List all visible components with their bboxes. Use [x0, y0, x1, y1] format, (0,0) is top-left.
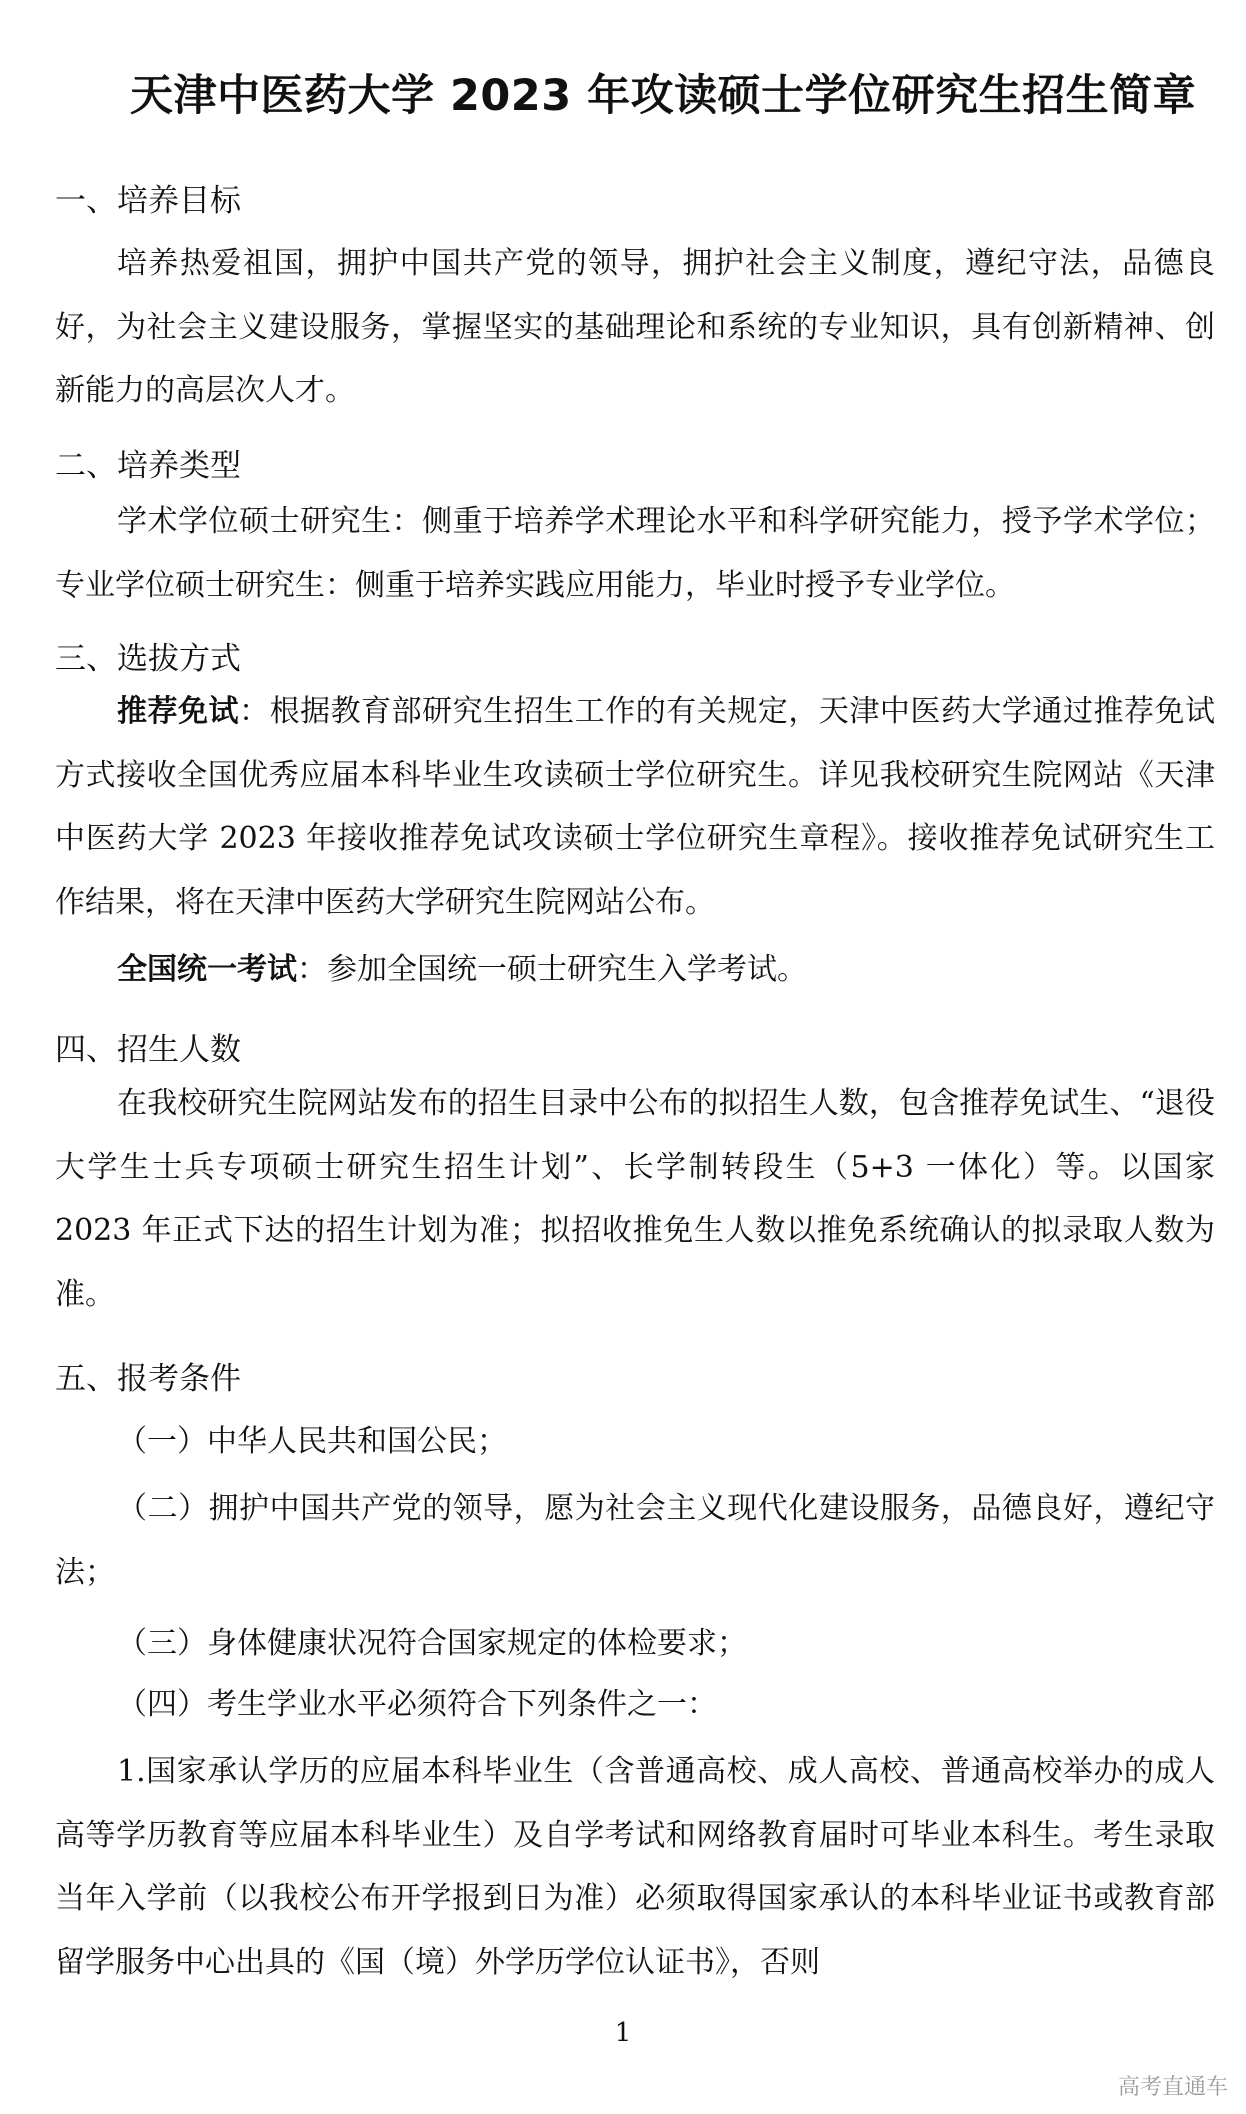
page-number: 1 — [614, 2018, 632, 2048]
section-heading-enrollment: 四、招生人数 — [55, 1032, 241, 1068]
paragraph-enrollment: 在我校研究生院网站发布的招生目录中公布的拟招生人数，包含推荐免试生、“退役大学生士兵专项硕士研究生招生计划”、长学制转段生（5+3 一体化）等。以国家 2023 年正式下达的招生计划为准；拟招收推免生人数以推免系统确认的拟录取人数为准。 — [55, 1086, 1215, 1312]
page-title: 天津中医药大学 2023 年攻读硕士学位研究生招生简章 — [130, 71, 1197, 121]
paragraph-tuimian — [55, 680, 1215, 934]
tongkao-text: ：参加全国统一硕士研究生入学考试。 — [297, 952, 807, 987]
list-item: （三）身体健康状况符合国家规定的体检要求； — [117, 1626, 747, 1661]
paragraph-tongkao — [55, 938, 1215, 1002]
list-item: （二）拥护中国共产党的领导，愿为社会主义现代化建设服务，品德良好，遵纪守法； — [55, 1491, 1215, 1590]
tuimian-text: ：根据教育部研究生招生工作的有关规定，天津中医药大学通过推荐免试方式接收全国优秀应届本科毕业生攻读硕士学位研究生。详见我校研究生院网站《天津中医药大学 2023 年接收推荐免试攻读硕士学位研究生章程》。接收推荐免试研究生工作结果，将在天津中医药大学研究生院网站公布。 — [55, 694, 1216, 920]
list-item: 1.国家承认学历的应届本科毕业生（含普通高校、成人高校、普通高校举办的成人高等学历教育等应届本科毕业生）及自学考试和网络教育届时可毕业本科生。考生录取当年入学前（以我校公布开学报到日为准）必须取得国家承认的本科毕业证书或教育部留学服务中心出具的《国（境）外学历学位认证书》，否则 — [55, 1754, 1215, 1980]
list-item: （一）中华人民共和国公民； — [117, 1424, 507, 1459]
paragraph-types: 学术学位硕士研究生：侧重于培养学术理论水平和科学研究能力，授予学术学位；专业学位硕士研究生：侧重于培养实践应用能力，毕业时授予专业学位。 — [55, 504, 1215, 603]
paragraph-goals: 培养热爱祖国，拥护中国共产党的领导，拥护社会主义制度，遵纪守法，品德良好，为社会主义建设服务，掌握坚实的基础理论和系统的专业知识，具有创新精神、创新能力的高层次人才。 — [55, 246, 1215, 408]
section-heading-types: 二、培养类型 — [55, 448, 241, 484]
tongkao-label: 全国统一考试 — [117, 952, 297, 987]
section-heading-requirements: 五、报考条件 — [55, 1361, 241, 1397]
section-heading-goals: 一、培养目标 — [55, 183, 241, 219]
list-item: （四）考生学业水平必须符合下列条件之一： — [117, 1687, 717, 1722]
watermark: 高考直通车 — [1117, 2075, 1228, 2100]
section-heading-selection: 三、选拔方式 — [55, 641, 241, 677]
tuimian-label: 推荐免试 — [117, 694, 240, 729]
